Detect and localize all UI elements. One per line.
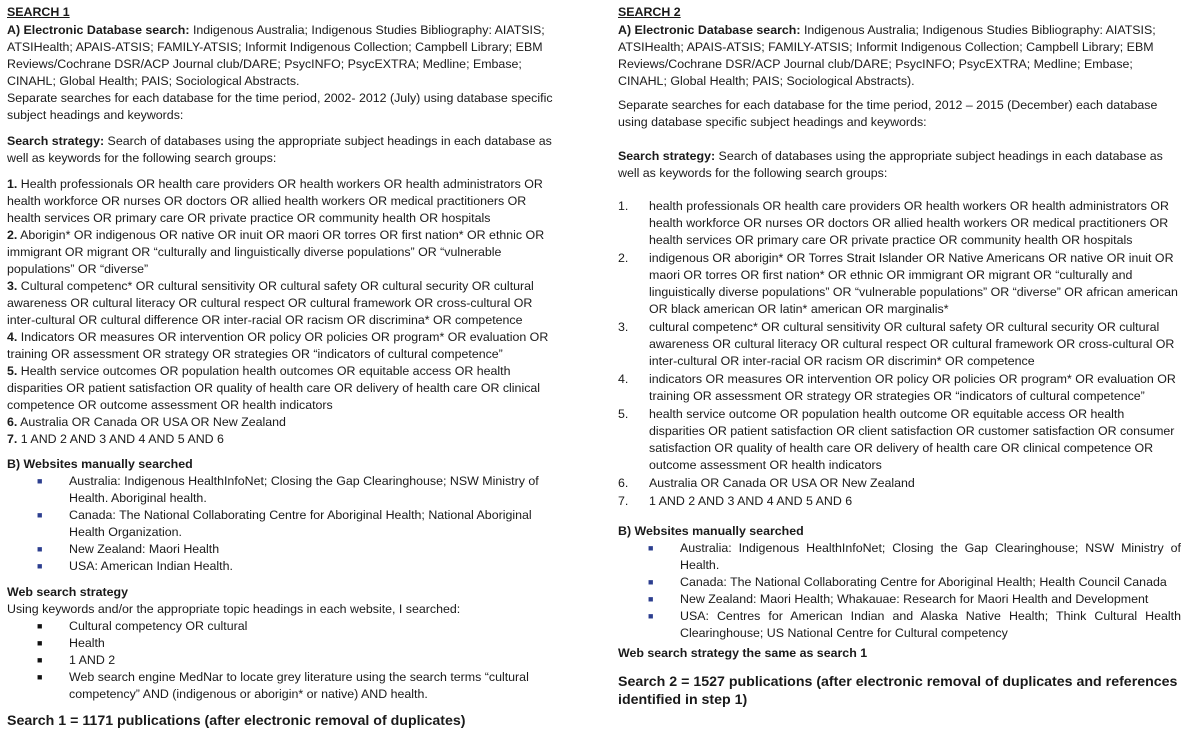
search-2-heading: SEARCH 2 [618,5,681,19]
search-1-result: Search 1 = 1171 publications (after electronic removal of duplicates) [7,713,466,729]
database-search-label: A) Electronic Database search: [7,23,190,37]
search-1-time-period: Separate searches for each database for the time period, 2002- 2012 (July) using database specific subject headings and keywords: [7,91,553,122]
search-group: 3. cultural competenc* OR cultural sensitivity OR cultural safety OR cultural security OR cultural awareness OR cultural literacy OR cultural respect OR cultural framework OR cross-cultural OR inter-cultural OR inter-racial OR racism OR discrimin* OR competence [618,320,1175,368]
bullet-icon: ■ [37,510,43,520]
search-group: 7. 1 AND 2 AND 3 AND 4 AND 5 AND 6 [7,432,224,446]
search-group: 6. Australia OR Canada OR USA OR New Zealand [7,415,286,429]
list-item: ■ Australia: Indigenous HealthInfoNet; Closing the Gap Clearinghouse; NSW Ministry of Health. Aboriginal health. [7,473,557,507]
list-item: ■ New Zealand: Maori Health; Whakauae: Research for Maori Health and Development [618,591,1181,608]
search-1-strategy [7,133,557,167]
bullet-icon: ■ [37,672,43,682]
list-item: ■ Canada: The National Collaborating Centre for Aboriginal Health; National Aboriginal Health Organization. [7,507,557,541]
list-item: ■ Web search engine MedNar to locate grey literature using the search terms “cultural competency” AND (indigenous or aborigin* or native) AND health. [7,669,557,703]
search-1-web-strategy-heading: Web search strategy [7,585,128,599]
search-2-column [618,4,1181,709]
search-2-database-search [618,22,1181,90]
list-item: ■ USA: Centres for American Indian and Alaska Native Health; Think Cultural Health Clearinghouse; US National Centre for Cultural competency [618,608,1181,642]
search-group: 2. Aborigin* OR indigenous OR native OR inuit OR maori OR torres OR first nation* OR ethnic OR immigrant OR migrant OR “culturally and linguistically diverse populations” OR “vulnerable populations” OR “diverse” [7,228,545,276]
bullet-icon: ■ [37,655,43,665]
search-group: 4. indicators OR measures OR intervention OR policy OR policies OR program* OR evaluation OR training OR assessment OR strategy OR strategies OR “indicators of cultural competence” [618,372,1176,403]
search-2-websites-list [618,540,1181,642]
search-group: 6. Australia OR Canada OR USA OR New Zealand [618,476,915,490]
database-search-label: A) Electronic Database search: [618,23,801,37]
search-group: 7. 1 AND 2 AND 3 AND 4 AND 5 AND 6 [618,494,853,508]
strategy-text: Search of databases using the appropriate subject headings in each database as well as keywords for the following search groups: [618,149,1163,180]
list-item: ■ Health [7,635,557,652]
search-group: 5. Health service outcomes OR population health outcomes OR equitable access OR health disparities OR patient satisfaction OR quality of health care OR delivery of health care OR clinical competence OR outcome assessment OR health indicators [7,364,541,412]
list-item: ■ Canada: The National Collaborating Centre for Aboriginal Health; Health Council Canada [618,574,1181,591]
bullet-icon: ■ [37,621,43,631]
search-group: 2. indigenous OR aborigin* OR Torres Strait Islander OR Native Americans OR native OR inuit OR maori OR torres OR first nation* OR ethnic OR immigrant OR migrant OR “culturally and linguistically diverse populations” OR “vulnerable populations” OR “diverse” OR african american OR black american OR latin* american OR marginalis* [618,251,1178,316]
list-item: ■ New Zealand: Maori Health [7,541,557,558]
bullet-icon: ■ [648,543,654,553]
search-1-column [7,4,557,730]
search-group: 1. health professionals OR health care providers OR health workers OR health administrators OR health workforce OR nurses OR doctors OR allied health workers OR medical practitioners OR health services OR primary care OR private practice OR community health OR hospitals [618,199,1169,247]
bullet-icon: ■ [648,577,654,587]
bullet-icon: ■ [37,638,43,648]
search-2-result: Search 2 = 1527 publications (after electronic removal of duplicates and references identified in step 1) [618,674,1178,708]
search-group: 4. Indicators OR measures OR intervention OR policy OR policies OR program* OR evaluation OR training OR assessment OR strategy OR strategies OR “indicators of cultural competence” [7,330,549,361]
bullet-icon: ■ [37,544,43,554]
search-1-heading: SEARCH 1 [7,5,70,19]
strategy-label: Search strategy: [618,149,716,163]
strategy-label: Search strategy: [7,134,105,148]
search-2-strategy [618,148,1181,182]
list-item: ■ Cultural competency OR cultural [7,618,557,635]
search-1-web-strategy-intro: Using keywords and/or the appropriate topic headings in each website, I searched: [7,602,461,616]
bullet-icon: ■ [648,611,654,621]
search-1-web-terms-list [7,618,557,703]
list-item: ■ 1 AND 2 [7,652,557,669]
list-item: ■ USA: American Indian Health. [7,558,557,575]
search-1-groups [7,176,557,448]
bullet-icon: ■ [37,476,43,486]
search-group: 3. Cultural competenc* OR cultural sensitivity OR cultural safety OR cultural security OR cultural awareness OR cultural literacy OR cultural respect OR cultural framework OR cross-cultural OR inter-cultural OR cultural difference OR inter-racial OR racism OR discrimina* OR competence [7,279,534,327]
search-2-time-period: Separate searches for each database for the time period, 2012 – 2015 (December) each database using database specific subject headings and keywords: [618,98,1158,129]
search-1-database-search [7,22,557,90]
bullet-icon: ■ [648,594,654,604]
strategy-text: Search of databases using the appropriate subject headings in each database as well as keywords for the following search groups: [7,134,552,165]
database-list: Indigenous Australia; Indigenous Studies Bibliography: AIATSIS; ATSIHealth; APAIS-ATSIS; FAMILY-ATSIS; Informit Indigenous Collection; Campbell Library; EBM Reviews/Cochrane DSR/ACP Journal club/DARE; PsycINFO; PsycEXTRA; Medline; Embase; CINAHL; Global Health; PAIS; Sociological Abstracts. [7,23,545,88]
list-item: ■ Australia: Indigenous HealthInfoNet; Closing the Gap Clearinghouse; NSW Ministry of Health. [618,540,1181,574]
search-2-groups [618,198,1181,510]
search-2-web-strategy: Web search strategy the same as search 1 [618,646,868,660]
search-group: 1. Health professionals OR health care providers OR health workers OR health administrators OR health workforce OR nurses OR doctors OR allied health workers OR medical practitioners OR health services OR primary care OR private practice OR community health OR hospitals [7,177,543,225]
search-1-websites-list [7,473,557,575]
search-2-websites-heading: B) Websites manually searched [618,524,804,538]
search-group: 5. health service outcome OR population health outcome OR equitable access OR health disparities OR patient satisfaction OR client satisfaction OR customer satisfaction OR consumer satisfaction OR quality of health care OR delivery of health care OR clinical competence OR outcome assessment OR health indicators [618,407,1175,472]
database-list: Indigenous Australia; Indigenous Studies Bibliography: AIATSIS; ATSIHealth; APAIS-ATSIS; FAMILY-ATSIS; Informit Indigenous Collection; Campbell Library; EBM Reviews/Cochrane DSR/ACP Journal club/DARE; PsycINFO; PsycEXTRA; Medline; Embase; CINAHL; Global Health; PAIS; Sociological Abstracts). [618,23,1156,88]
bullet-icon: ■ [37,561,43,571]
search-1-websites-heading: B) Websites manually searched [7,457,193,471]
